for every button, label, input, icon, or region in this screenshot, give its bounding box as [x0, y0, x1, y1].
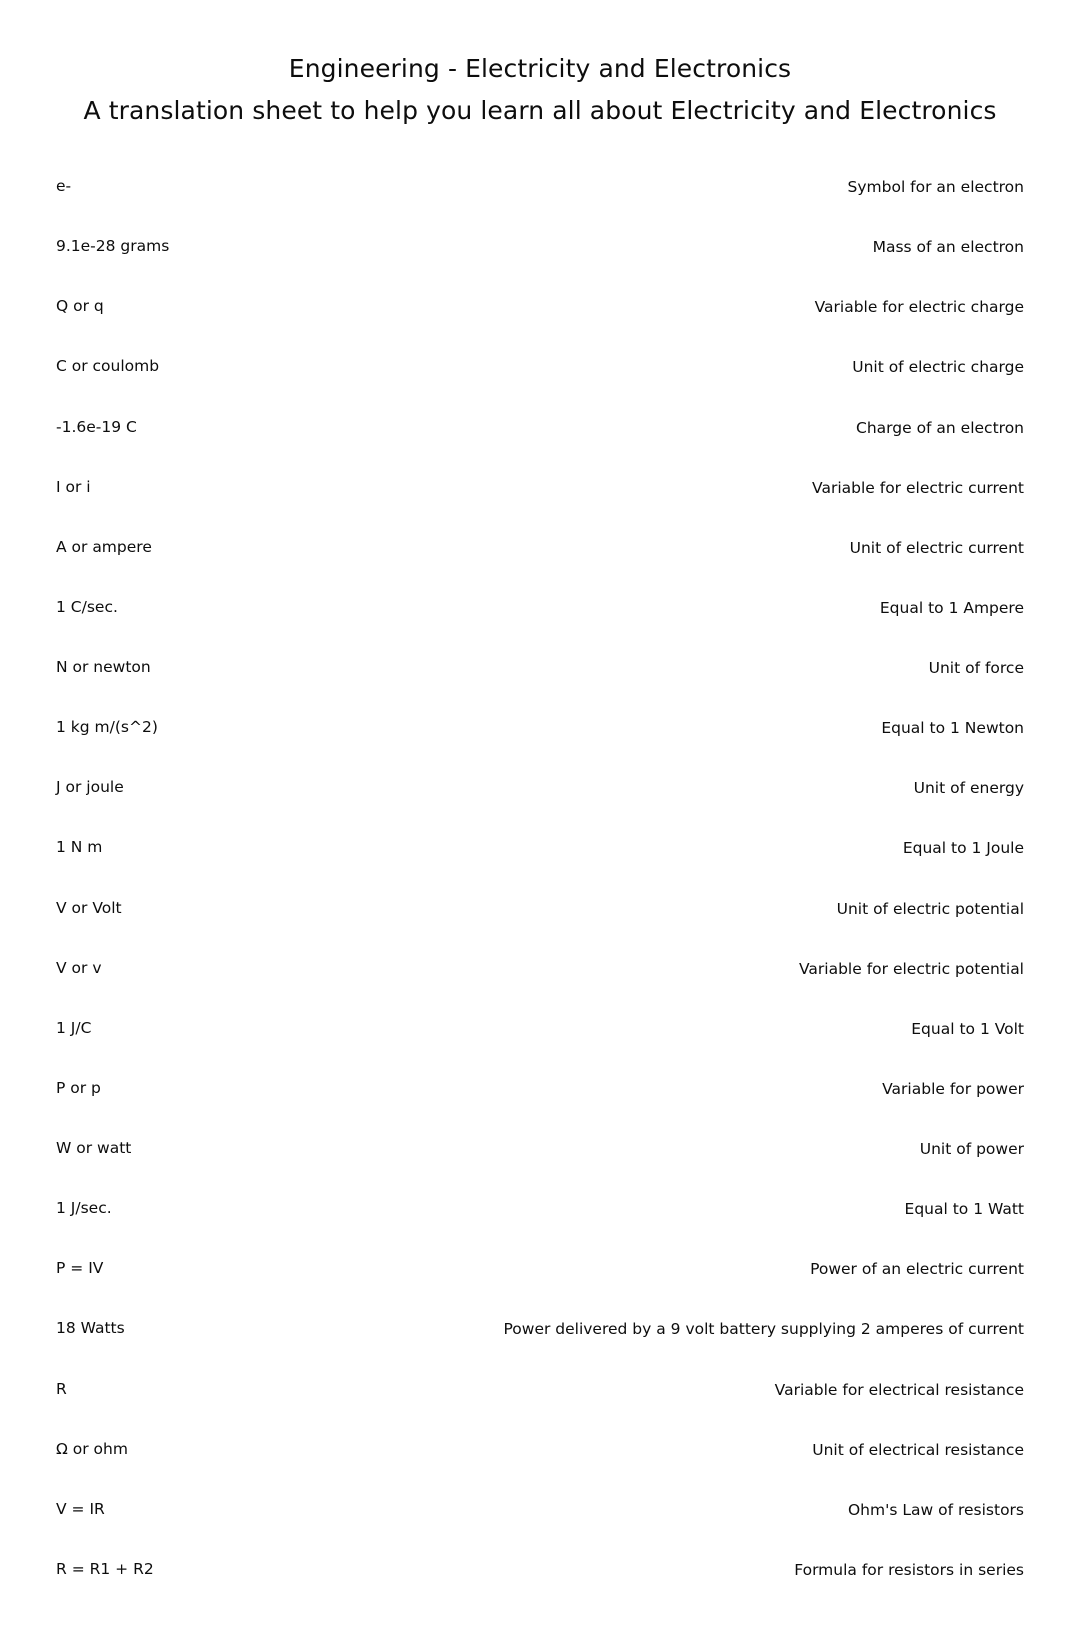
- definition-cell: Equal to 1 Watt: [904, 1200, 1024, 1219]
- term-cell: V or v: [56, 958, 102, 977]
- table-row: [56, 819, 1024, 879]
- term-cell: 1 C/sec.: [56, 597, 118, 616]
- table-row: [56, 458, 1024, 518]
- term-cell: J or joule: [56, 778, 124, 797]
- table-row: [56, 1059, 1024, 1119]
- table-row: [56, 518, 1024, 578]
- term-cell: Ω or ohm: [56, 1439, 128, 1458]
- page-subtitle: A translation sheet to help you learn all about Electricity and Electronics: [83, 95, 997, 125]
- term-cell: V or Volt: [56, 898, 122, 917]
- term-cell: Q or q: [56, 297, 104, 316]
- definition-cell: Variable for electric charge: [814, 298, 1024, 317]
- definition-cell: Equal to 1 Newton: [881, 719, 1024, 738]
- term-cell: W or watt: [56, 1139, 132, 1157]
- term-cell: 1 kg m/(s^2): [56, 718, 158, 737]
- definition-cell: Variable for electrical resistance: [774, 1380, 1024, 1399]
- definition-cell: Equal to 1 Ampere: [879, 598, 1024, 617]
- definition-cell: Variable for electric current: [812, 478, 1024, 497]
- term-cell: e-: [56, 177, 72, 195]
- table-row: [56, 1540, 1024, 1600]
- term-cell: V = IR: [56, 1499, 105, 1518]
- table-row: [56, 578, 1024, 638]
- term-cell: P or p: [56, 1078, 101, 1097]
- table-row: [56, 218, 1024, 278]
- table-row: [56, 1240, 1024, 1300]
- table-row: [56, 1120, 1024, 1180]
- term-cell: 1 J/sec.: [56, 1199, 112, 1218]
- table-row: [56, 999, 1024, 1059]
- table-row: [56, 398, 1024, 458]
- definition-cell: Power delivered by a 9 volt battery supplying 2 amperes of current: [503, 1320, 1024, 1339]
- table-row: [56, 639, 1024, 699]
- table-row: [56, 699, 1024, 759]
- definition-cell: Unit of electrical resistance: [812, 1440, 1024, 1459]
- table-row: [56, 1420, 1024, 1480]
- term-cell: 1 N m: [56, 838, 103, 857]
- term-cell: I or i: [56, 477, 91, 496]
- definition-cell: Symbol for an electron: [847, 178, 1024, 196]
- definition-cell: Equal to 1 Volt: [911, 1019, 1024, 1038]
- table-row: [56, 158, 1024, 218]
- term-cell: 1 J/C: [56, 1018, 92, 1037]
- table-row: [56, 278, 1024, 338]
- term-cell: -1.6e-19 C: [56, 417, 137, 436]
- definition-cell: Unit of electric charge: [852, 358, 1024, 377]
- table-row: [56, 879, 1024, 939]
- definition-cell: Variable for electric potential: [799, 959, 1024, 978]
- table-row: [56, 759, 1024, 819]
- translation-table: [56, 158, 1024, 1601]
- definition-cell: Unit of force: [928, 659, 1024, 677]
- term-cell: A or ampere: [56, 537, 152, 556]
- page-title: Engineering - Electricity and Electronics: [288, 54, 792, 83]
- definition-cell: Unit of electric current: [849, 538, 1024, 557]
- term-cell: R = R1 + R2: [56, 1559, 154, 1578]
- definition-cell: Equal to 1 Joule: [902, 839, 1024, 858]
- term-cell: N or newton: [56, 658, 151, 676]
- table-row: [56, 1300, 1024, 1360]
- table-row: [56, 338, 1024, 398]
- definition-cell: Unit of electric potential: [836, 899, 1024, 918]
- definition-cell: Variable for power: [882, 1079, 1024, 1098]
- definition-cell: Charge of an electron: [856, 418, 1024, 437]
- table-row: [56, 1480, 1024, 1540]
- table-row: [56, 1360, 1024, 1420]
- translation-table-body: [56, 158, 1024, 1601]
- definition-cell: Power of an electric current: [810, 1260, 1024, 1279]
- definition-cell: Unit of energy: [913, 779, 1024, 798]
- definition-cell: Ohm's Law of resistors: [847, 1500, 1024, 1519]
- term-cell: R: [56, 1379, 67, 1398]
- term-cell: 18 Watts: [56, 1319, 125, 1338]
- term-cell: P = IV: [56, 1259, 104, 1278]
- term-cell: 9.1e-28 grams: [56, 237, 170, 256]
- definition-cell: Formula for resistors in series: [794, 1560, 1024, 1579]
- term-cell: C or coulomb: [56, 357, 160, 376]
- definition-cell: Unit of power: [919, 1140, 1024, 1158]
- table-row: [56, 1180, 1024, 1240]
- table-row: [56, 939, 1024, 999]
- definition-cell: Mass of an electron: [872, 238, 1024, 257]
